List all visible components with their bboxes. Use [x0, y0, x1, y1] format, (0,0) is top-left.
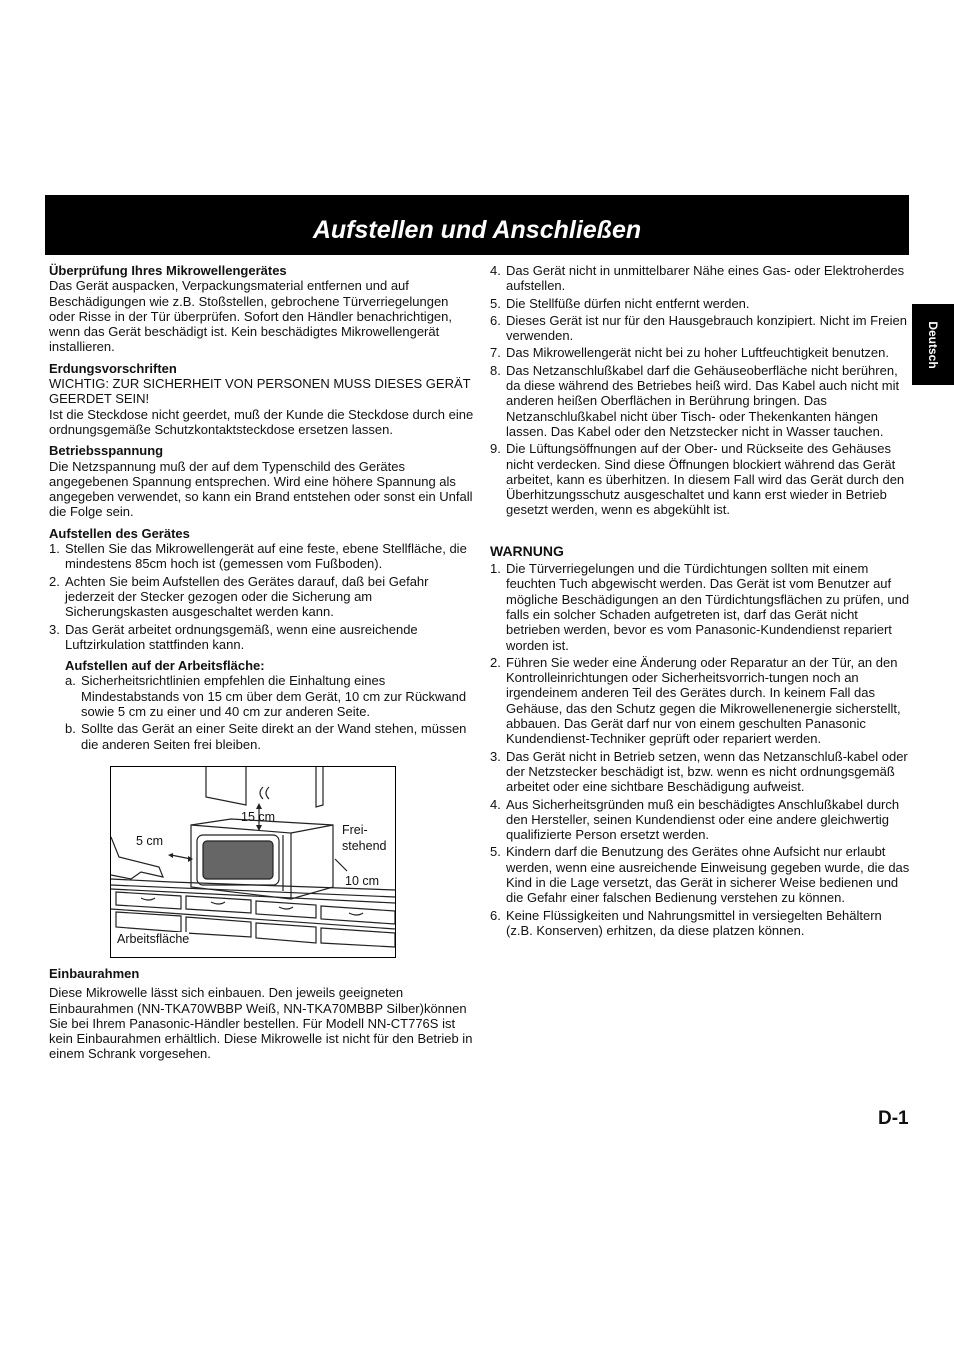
item-number: 3. [49, 621, 60, 637]
list-item [490, 655, 910, 747]
section-heading: Erdungsvorschriften [49, 360, 177, 376]
list-item [490, 908, 910, 939]
section-heading: Betriebsspannung [49, 443, 164, 459]
item-number: b. [65, 721, 76, 737]
list-item [49, 622, 474, 653]
item-text: Das Gerät nicht in unmittelbarer Nähe eines Gas- oder Elektroherdes aufstellen. [506, 263, 905, 294]
language-tab-label: Deutsch [926, 320, 940, 369]
warning-heading: WARNUNG [490, 542, 564, 559]
placement-list [49, 541, 474, 652]
list-item [490, 296, 910, 311]
item-text: Sicherheitsrichtlinien empfehlen die Einhaltung eines Mindestabstands von 15 cm über dem Gerät, 10 cm zur Rückwand sowie 5 cm zu einer und 40 cm zur anderen Seite. [81, 673, 467, 720]
section-grounding [49, 361, 474, 437]
warning-list [490, 561, 910, 938]
section-built-in-frame [49, 966, 474, 1062]
page-number: D-1 [878, 1108, 909, 1129]
kitchen-drawing [111, 767, 395, 957]
list-item [490, 797, 910, 843]
item-text: Das Gerät arbeitet ordnungsgemäß, wenn eine ausreichende Luftzirkulation stattfinden kann. [65, 621, 418, 652]
list-item [490, 313, 910, 344]
list-item [49, 541, 474, 572]
list-item [490, 441, 910, 517]
item-text: Aus Sicherheitsgründen muß ein beschädigtes Anschlußkabel durch den Hersteller, seinen Kundendienst oder eine andere gleichwertig qualifizierte Person ersetzt werden. [506, 796, 900, 843]
item-number: 8. [490, 362, 501, 378]
section-text: Diese Mikrowelle lässt sich einbauen. Den jeweils geeigneten Einbaurahmen (NN-TKA70WBBP Weiß, NN-TKA70MBBP Silber)können Sie bei Ihrem Panasonic-Händler bestellen. Für Modell NN-CT776S ist kein Einbaurahmen erhältlich. Diese Mikrowelle ist nicht für den Betrieb in einem Schrank vorgesehen. [49, 985, 473, 1062]
section-text: WICHTIG: ZUR SICHERHEIT VON PERSONEN MUSS DIESES GERÄT GEERDET SEIN! [49, 376, 471, 407]
list-item [490, 363, 910, 439]
clearance-side-label: 5 cm [136, 833, 164, 848]
list-item [490, 345, 910, 360]
item-text: Führen Sie weder eine Änderung oder Reparatur an der Tür, an den Kontrolleinrichtungen oder Sicherheitsvorrich-tungen noch an irgendeinem anderen Teil des Gerätes durch. In keinem Fall das Gehäuse, das den Schutz gegen die Mikrowellenenergie sicherstellt, abbauen. Das Gerät darf nur von einem geschulten Panasonic Kundendienst-Techniker geprüft oder repariert werden. [506, 654, 901, 747]
item-text: Die Stellfüße dürfen nicht entfernt werden. [506, 295, 750, 311]
list-item [49, 574, 474, 620]
countertop-list [65, 673, 474, 751]
item-text: Sollte das Gerät an einer Seite direkt an der Wand stehen, müssen die anderen Seiten frei bleiben. [81, 721, 467, 752]
clearance-illustration [110, 766, 396, 958]
countertop-label: Arbeitsfläche [117, 931, 190, 946]
section-heading: Aufstellen des Gerätes [49, 525, 190, 541]
section-text: Das Gerät auspacken, Verpackungsmaterial entfernen und auf Beschädigungen wie z.B. Stoßstellen, gebrochene Türverriegelungen oder Risse in der Tür überprüfen. Sofort den Händler benachrichtigen, wenn das Gerät beschädigt ist. Kein beschädigtes Mikrowellengerät installieren. [49, 278, 452, 355]
item-text: Die Türverriegelungen und die Türdichtungen sollten mit einem feuchten Tuch abgewischt werden. Das Gerät ist vom Benutzer auf mögliche Beschädigungen an den Türdichtungsflächen zu prüfen, und falls ein solcher Schaden aufgetreten ist, darf das Gerät nicht betrieben werden, bevor es vom Panasonic-Kundendienst repariert worden ist. [506, 561, 910, 653]
item-number: 6. [490, 312, 501, 328]
item-number: 4. [490, 796, 501, 812]
list-item [490, 749, 910, 795]
list-item [490, 844, 910, 905]
item-text: Dieses Gerät ist nur für den Hausgebrauch konzipiert. Nicht im Freien verwenden. [506, 312, 908, 344]
item-text: Das Gerät nicht in Betrieb setzen, wenn das Netzanschluß-kabel oder der Netzstecker beschädigt ist, bzw. wenn es nicht ordnungsgemäß arbeitet oder eine sichtbare Beschädigung aufweist. [506, 748, 908, 795]
item-text: Achten Sie beim Aufstellen des Gerätes darauf, daß bei Gefahr jederzeit der Stecker gezogen oder die Sicherung am Sicherungskasten ausgeschaltet werden kann. [65, 573, 429, 620]
section-voltage [49, 443, 474, 519]
item-number: 5. [490, 844, 501, 860]
list-item [490, 561, 910, 653]
free-label-line1: Frei- [342, 822, 368, 837]
item-number: 5. [490, 295, 501, 311]
item-number: 4. [490, 263, 501, 278]
item-number: 3. [490, 748, 501, 764]
item-number: a. [65, 673, 76, 689]
list-item [65, 673, 474, 719]
section-text: Die Netzspannung muß der auf dem Typenschild des Gerätes angegebenen Spannung entsprechen. Wird eine höhere Spannung als angegeben verwendet, so kann ein Brand entstehen oder sonst ein Unfall die Folge sein. [49, 458, 473, 520]
list-item [65, 721, 474, 752]
left-column [49, 263, 474, 1068]
sub-heading: Aufstellen auf der Arbeitsfläche: [65, 658, 265, 674]
item-text: Kindern darf die Benutzung des Gerätes ohne Aufsicht nur erlaubt werden, wenn eine ausreichende Einweisung gegeben wurde, die das Kind in die Lage versetzt, das Gerät in sicherer Weise bedienen und die Gefahr einer falschen Bedienung verstehen zu können. [506, 844, 910, 906]
section-placement [49, 526, 474, 752]
item-text: Das Netzanschlußkabel darf die Gehäuseoberfläche nicht berühren, da diese während des Betriebes heiß wird. Das Kabel auch nicht mit anderen heißen Oberflächen in Berührung bringen. Das Netzanschlußkabel nicht über Tisch- oder Thekenkanten hängen lassen. Das Kabel oder den Netzstecker nicht in Wasser tauchen. [506, 362, 900, 439]
item-text: Das Mikrowellengerät nicht bei zu hoher Luftfeuchtigkeit benutzen. [506, 345, 889, 361]
list-item [490, 263, 910, 294]
section-text: Ist die Steckdose nicht geerdet, muß der Kunde die Steckdose durch eine ordnungsgemäße Schutzkontaktsteckdose ersetzen lassen. [49, 406, 474, 437]
item-number: 6. [490, 907, 501, 923]
item-text: Die Lüftungsöffnungen auf der Ober- und Rückseite des Gehäuses nicht verdecken. Sind diese Öffnungen blockiert während das Gerät arbeitet, kann es überhitzen. In diesem Fall wird das Gerät durch den Überhitzungsschutz ausgeschaltet und kann erst wieder in Betrieb gesetzt werden, wenn es abgekühlt ist. [506, 441, 905, 518]
item-number: 7. [490, 345, 501, 361]
item-number: 1. [490, 561, 501, 577]
item-number: 2. [49, 573, 60, 589]
section-heading: Überprüfung Ihres Mikrowellengerätes [49, 263, 287, 278]
clearance-back-label: 10 cm [345, 873, 380, 888]
item-number: 9. [490, 441, 501, 457]
countertop-subsection [65, 658, 474, 752]
item-text: Keine Flüssigkeiten und Nahrungsmittel in versiegelten Behältern (z.B. Konserven) erhitzen, da diese platzen können. [506, 907, 882, 938]
title-bar [45, 195, 909, 255]
item-text: Stellen Sie das Mikrowellengerät auf eine feste, ebene Stellfläche, die mindestens 85cm hoch ist (gemessen vom Fußboden). [65, 541, 467, 572]
clearance-top-label: 15 cm [241, 809, 276, 824]
section-inspection [49, 263, 474, 355]
right-column [490, 263, 910, 940]
item-number: 1. [49, 541, 60, 557]
free-label-line2: stehend [342, 838, 387, 853]
section-heading: Einbaurahmen [49, 965, 140, 981]
placement-list-continued [490, 263, 910, 518]
item-number: 2. [490, 654, 501, 670]
language-tab [912, 304, 954, 385]
page-title: Aufstellen und Anschließen [312, 216, 642, 244]
